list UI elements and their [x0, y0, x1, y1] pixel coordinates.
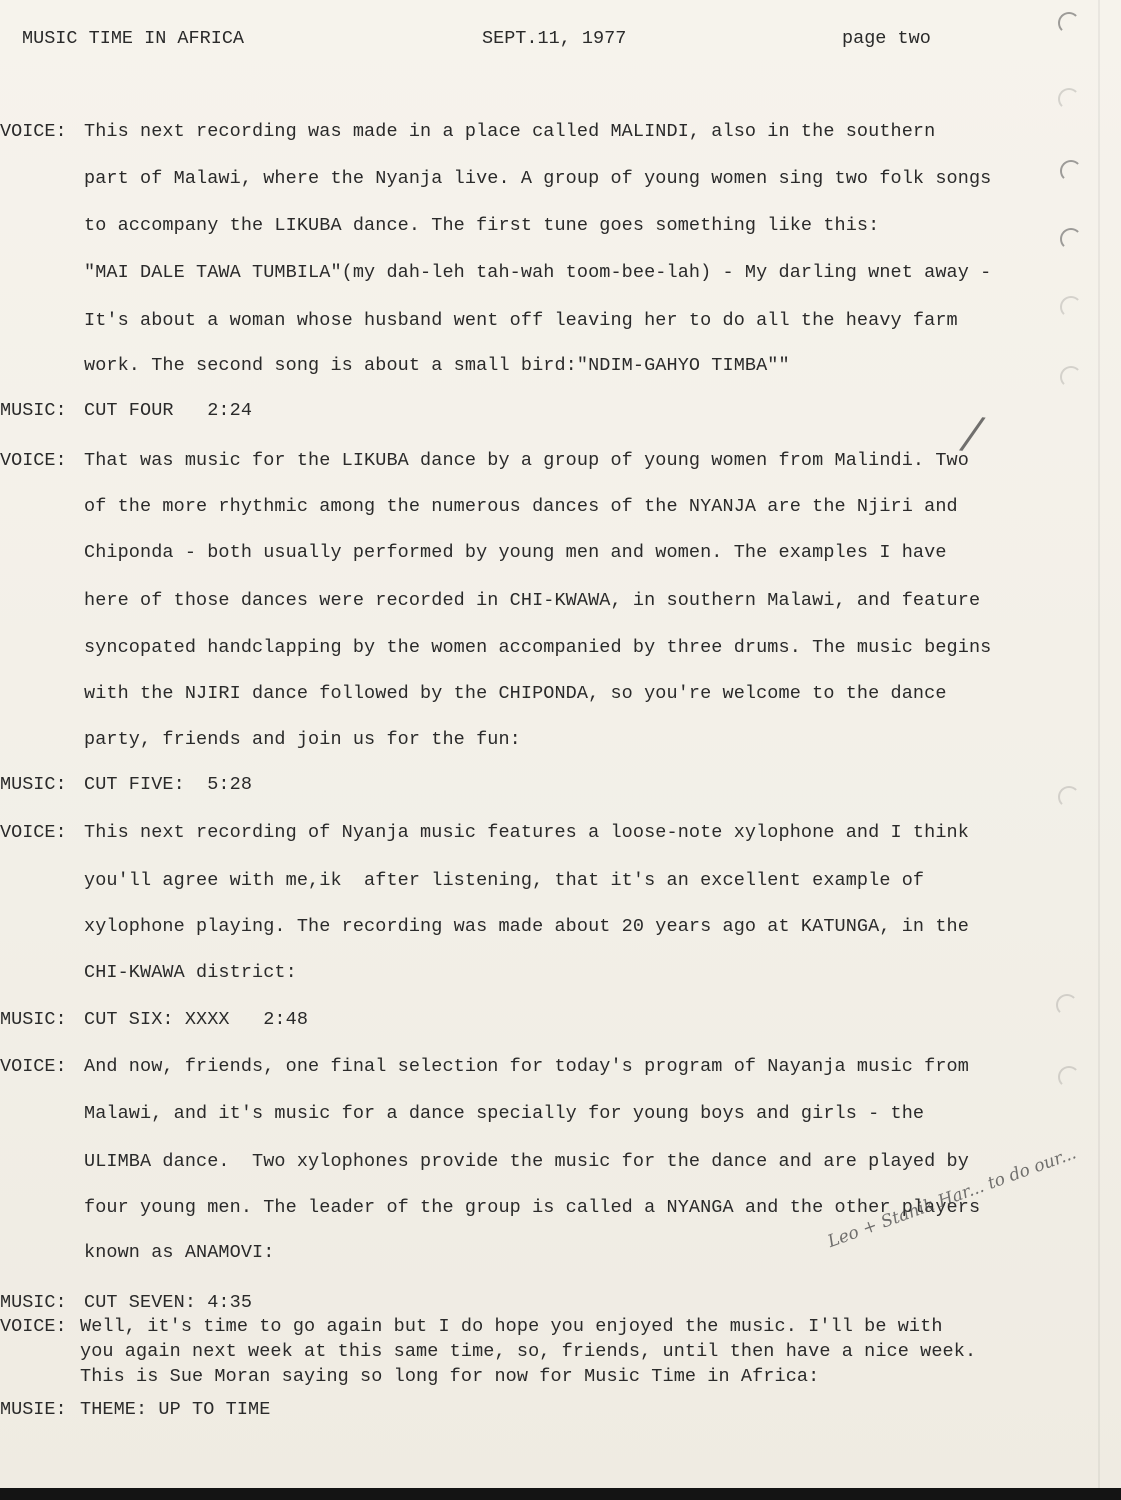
speaker-label: VOICE:	[0, 1316, 67, 1337]
text-line: syncopated handclapping by the women accompanied by three drums. The music begins	[84, 637, 992, 658]
handwritten-note: Leo + Stanik Har... to do our...	[825, 1143, 1079, 1252]
speaker-label: VOICE:	[0, 1056, 67, 1077]
speaker-label: VOICE:	[0, 121, 67, 142]
punch-hole-mark	[1060, 228, 1082, 250]
text-line: ULIMBA dance. Two xylophones provide the music for the dance and are played by	[84, 1151, 969, 1172]
speaker-label: MUSIC:	[0, 1292, 67, 1313]
bottom-edge-shadow	[0, 1488, 1121, 1500]
speaker-label: VOICE:	[0, 450, 67, 471]
text-line: This next recording of Nyanja music features a loose-note xylophone and I think	[84, 822, 969, 843]
punch-hole-mark	[1060, 366, 1082, 388]
text-line: party, friends and join us for the fun:	[84, 729, 521, 750]
speaker-label: MUSIC:	[0, 400, 67, 421]
text-line: "MAI DALE TAWA TUMBILA"(my dah-leh tah-wah toom-bee-lah) - My darling wnet away -	[84, 262, 992, 283]
text-line: you'll agree with me,ik after listening, that it's an excellent example of	[84, 870, 925, 891]
header-date: SEPT.11, 1977	[482, 28, 627, 49]
text-line: Well, it's time to go again but I do hope you enjoyed the music. I'll be with	[80, 1316, 943, 1337]
header-program: MUSIC TIME IN AFRICA	[22, 28, 245, 49]
text-line: THEME: UP TO TIME	[80, 1399, 271, 1420]
header-page: page two	[842, 28, 931, 49]
punch-hole-mark	[1060, 296, 1082, 318]
text-line: And now, friends, one final selection for today's program of Nayanja music from	[84, 1056, 969, 1077]
punch-hole-mark	[1060, 160, 1082, 182]
speaker-label: MUSIC:	[0, 774, 67, 795]
text-line: four young men. The leader of the group is called a NYANGA and the other players	[84, 1197, 981, 1218]
text-line: That was music for the LIKUBA dance by a group of young women from Malindi. Two	[84, 450, 969, 471]
text-line: CHI-KWAWA district:	[84, 962, 297, 983]
text-line: to accompany the LIKUBA dance. The first tune goes something like this:	[84, 215, 880, 236]
speaker-label: MUSIE:	[0, 1399, 67, 1420]
punch-hole-mark	[1058, 1066, 1080, 1088]
text-line: with the NJIRI dance followed by the CHIPONDA, so you're welcome to the dance	[84, 683, 947, 704]
text-line: It's about a woman whose husband went off leaving her to do all the heavy farm	[84, 310, 958, 331]
text-line: Malawi, and it's music for a dance specially for young boys and girls - the	[84, 1103, 925, 1124]
text-line: part of Malawi, where the Nyanja live. A group of young women sing two folk songs	[84, 168, 992, 189]
handwritten-mark: /	[961, 407, 984, 460]
text-line: work. The second song is about a small bird:"NDIM-GAHYO TIMBA""	[84, 355, 790, 376]
text-line: Chiponda - both usually performed by young men and women. The examples I have	[84, 542, 947, 563]
text-line: CUT FIVE: 5:28	[84, 774, 253, 795]
text-line: known as ANAMOVI:	[84, 1242, 275, 1263]
speaker-label: MUSIC:	[0, 1009, 67, 1030]
text-line: CUT SEVEN: 4:35	[84, 1292, 253, 1313]
page-fold	[1098, 0, 1100, 1500]
text-line: xylophone playing. The recording was made about 20 years ago at KATUNGA, in the	[84, 916, 969, 937]
punch-hole-mark	[1056, 994, 1078, 1016]
punch-hole-mark	[1058, 88, 1080, 110]
text-line: This is Sue Moran saying so long for now for Music Time in Africa:	[80, 1366, 820, 1387]
text-line: you again next week at this same time, so, friends, until then have a nice week.	[80, 1341, 977, 1362]
text-line: of the more rhythmic among the numerous dances of the NYANJA are the Njiri and	[84, 496, 958, 517]
text-line: here of those dances were recorded in CHI-KWAWA, in southern Malawi, and feature	[84, 590, 981, 611]
text-line: CUT SIX: XXXX 2:48	[84, 1009, 309, 1030]
text-line: This next recording was made in a place called MALINDI, also in the southern	[84, 121, 936, 142]
speaker-label: VOICE:	[0, 822, 67, 843]
punch-hole-mark	[1058, 12, 1080, 34]
punch-hole-mark	[1058, 786, 1080, 808]
text-line: CUT FOUR 2:24	[84, 400, 253, 421]
